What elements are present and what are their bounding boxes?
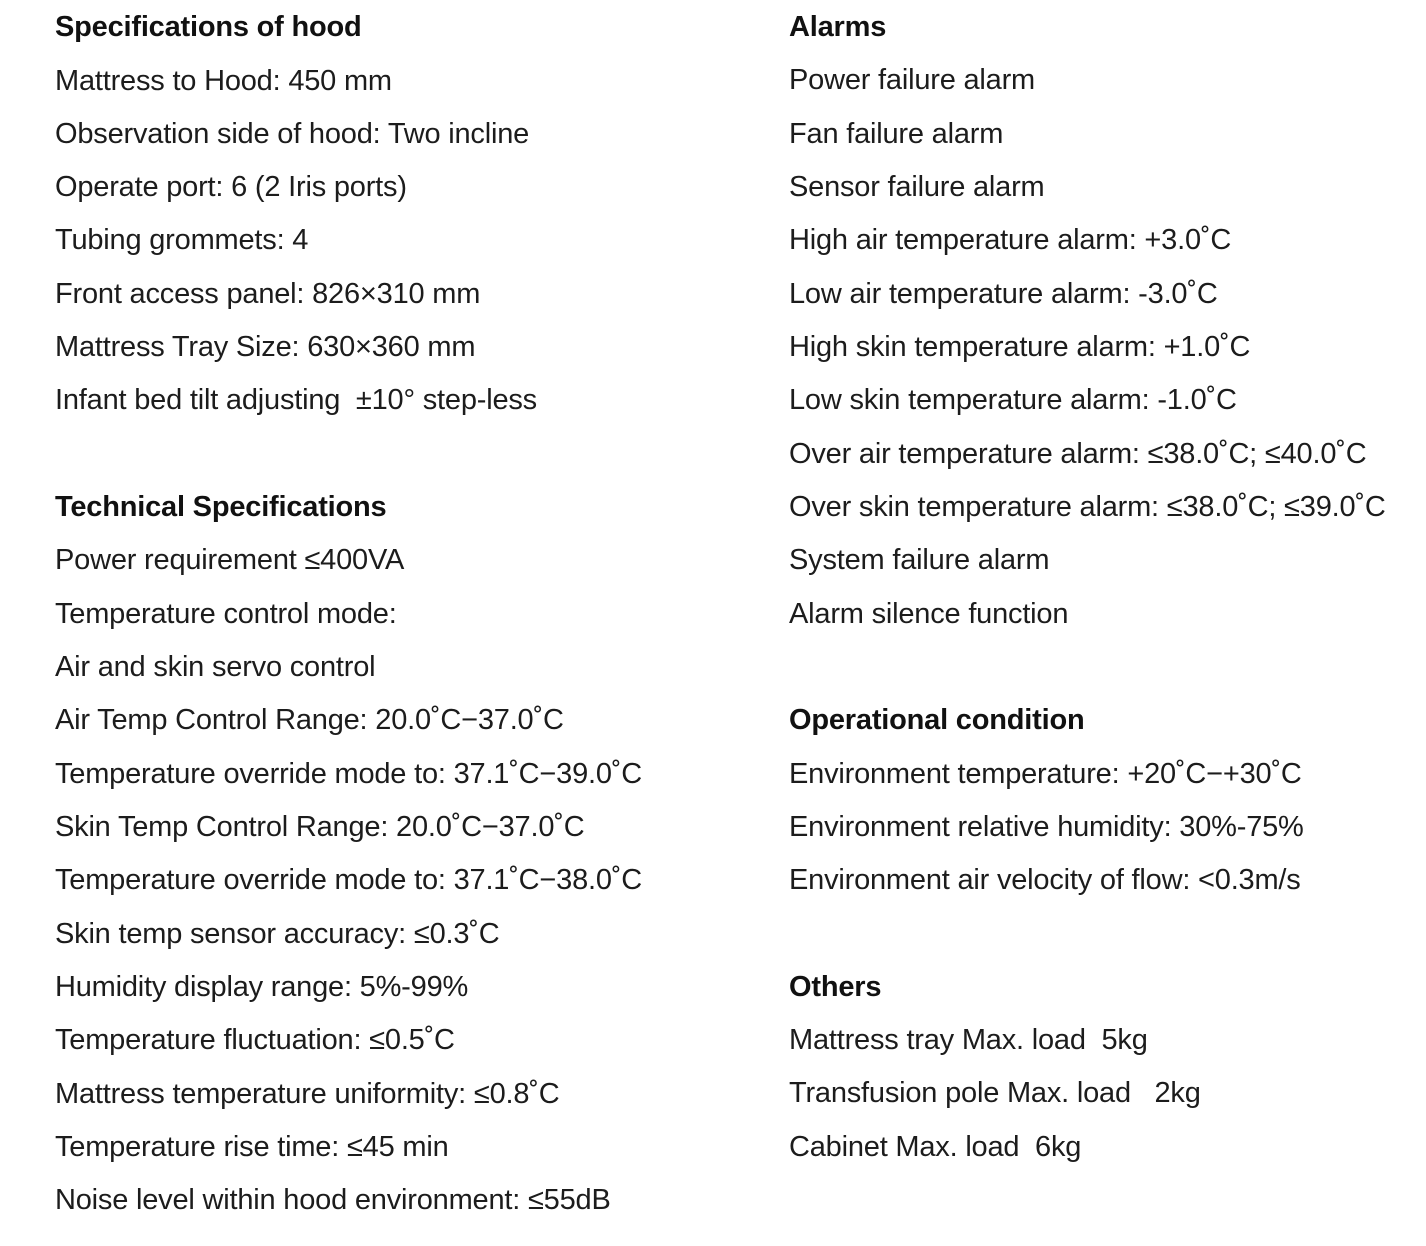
spec-line: Power failure alarm [789,64,1036,96]
spec-line: Low skin temperature alarm: -1.0˚C [789,384,1237,416]
spec-line: Mattress to Hood: 450 mm [55,65,392,97]
spec-line: Temperature override mode to: 37.1˚C−38.0˚C [55,864,643,896]
spec-line: Air Temp Control Range: 20.0˚C−37.0˚C [55,704,564,736]
spec-line: Temperature control mode: [55,598,397,630]
section-heading-operational: Operational condition [789,704,1085,736]
spec-line: Environment temperature: +20˚C−+30˚C [789,758,1302,790]
section-heading-alarms: Alarms [789,11,887,43]
section-heading-hood: Specifications of hood [55,11,362,43]
spec-line: Skin temp sensor accuracy: ≤0.3˚C [55,918,500,950]
spec-line: Transfusion pole Max. load 2kg [789,1077,1201,1109]
spec-line: Temperature fluctuation: ≤0.5˚C [55,1024,455,1056]
spec-line: Over skin temperature alarm: ≤38.0˚C; ≤39.0˚C [789,491,1386,523]
spec-line: Power requirement ≤400VA [55,544,405,576]
spec-line: Operate port: 6 (2 Iris ports) [55,171,407,203]
spec-line: Temperature override mode to: 37.1˚C−39.0˚C [55,758,643,790]
spec-line: High air temperature alarm: +3.0˚C [789,224,1232,256]
spec-line: Front access panel: 826×310 mm [55,278,481,310]
spec-line: Humidity display range: 5%-99% [55,971,469,1003]
spec-line: Temperature rise time: ≤45 min [55,1131,449,1163]
spec-line: Skin Temp Control Range: 20.0˚C−37.0˚C [55,811,585,843]
spec-line: Mattress tray Max. load 5kg [789,1024,1148,1056]
spec-line: Low air temperature alarm: -3.0˚C [789,278,1218,310]
spec-line: Environment relative humidity: 30%-75% [789,811,1304,843]
spec-line: Over air temperature alarm: ≤38.0˚C; ≤40.0˚C [789,438,1367,470]
spec-line: Environment air velocity of flow: <0.3m/s [789,864,1301,896]
spec-line: Air and skin servo control [55,651,376,683]
spec-line: Tubing grommets: 4 [55,224,309,256]
spec-line: Observation side of hood: Two incline [55,118,530,150]
spec-line: System failure alarm [789,544,1050,576]
spec-line: Noise level within hood environment: ≤55dB [55,1184,611,1216]
spec-line: Alarm silence function [789,598,1069,630]
section-heading-technical: Technical Specifications [55,491,387,523]
spec-line: Infant bed tilt adjusting ±10° step-less [55,384,537,416]
spec-line: Sensor failure alarm [789,171,1045,203]
section-heading-others: Others [789,971,882,1003]
spec-line: Mattress Tray Size: 630×360 mm [55,331,476,363]
spec-line: Mattress temperature uniformity: ≤0.8˚C [55,1078,560,1110]
spec-line: Cabinet Max. load 6kg [789,1131,1082,1163]
spec-line: Fan failure alarm [789,118,1004,150]
spec-line: High skin temperature alarm: +1.0˚C [789,331,1251,363]
